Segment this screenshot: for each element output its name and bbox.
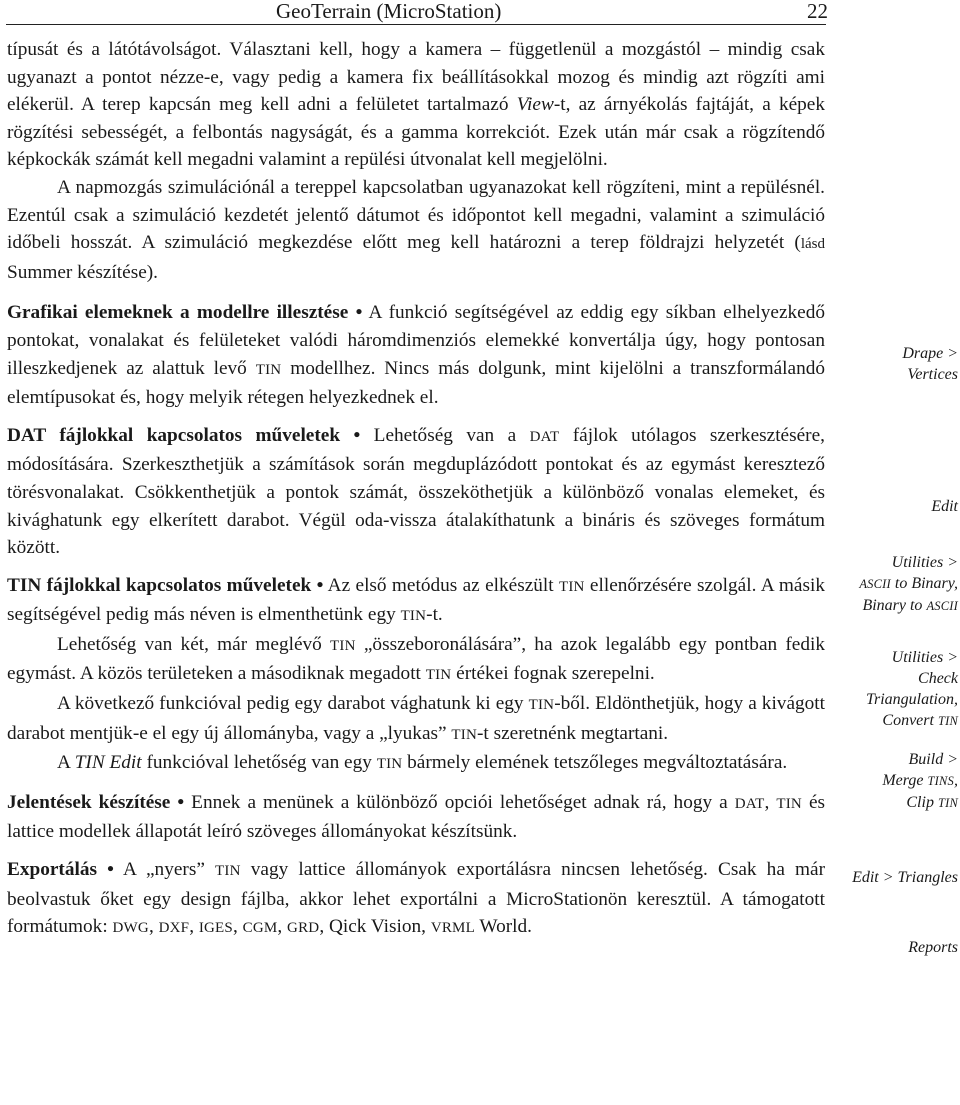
main-text [7, 36, 825, 943]
section-tin: TIN fájlokkal kapcsolatos műveletek • Az első metódus az elkészült TIN ellenőrzésére szolgál. A másik segítségével pedig más néven is elmenthetünk egy TIN-t. [7, 574, 825, 626]
lasd-term: lásd [800, 236, 825, 253]
bullet: • [353, 424, 361, 446]
sidenote-build-merge: Build > Merge TINS, Clip TIN [882, 751, 958, 811]
section-dat: DAT fájlokkal kapcsolatos műveletek • Lehetőség van a DAT fájlok utólagos szerkesztésére, módosítására. Szerkeszthetjük a számítások során megduplázódott pontokat és az egymást keresztező törésvonalakat. Csökkenthetjük a pontok számát, összeköthetjük a különböző vonalas elemeket, és kivághatunk egy elkerített darabot. Végül oda-vissza átalakíthatunk a bináris és szöveges formátum között. [7, 424, 825, 559]
sidenote-edit: Edit [931, 498, 958, 515]
bullet: • [355, 302, 363, 324]
tin-edit-term: TIN Edit [74, 752, 142, 774]
tin-paragraph-4: A TIN Edit funkcióval lehetőség van egy TIN bármely elemének tetszőleges megváltoztatására. [57, 752, 788, 774]
intro-paragraph-1: típusát és a látótávolságot. Választani kell, hogy a kamera – függetlenül a mozgástól – mindig csak ugyanazt a pontot nézze-e, vagy pedig a kamera fix beállításokkal mozog és mindig azt rögzíti ami elékerül. A terep kapcsán meg kell adni a felületet tartalmazó View-t, az árnyékolás fajtáját, a képek rögzítési sebességét, a felbontás nagyságát, és a gamma korrekciót. Ezek után már csak a rögzítendő képkockák számát kell megadni valamint a repülési útvonalat kell megjelölni. [7, 39, 825, 171]
sidenote-reports: Reports [908, 939, 958, 956]
sidenote-drape: Drape > Vertices [902, 345, 958, 383]
page-header [6, 0, 826, 25]
section-grafikai: Grafikai elemeknek a modellre illesztése • A funkció segítségével az eddig egy síkban elhelyezkedő pontokat, vonalakat és felületeket valódi háromdimenziós elemekké konvertálja úgy, hogy pontosan illeszkedjenek az alattuk levő TIN modellhez. Nincs más dolgunk, mint kijelölni a transzformálandó elemtípusokat és, hogy melyik rétegen helyezkednek el. [7, 302, 826, 409]
section-exportalas: Exportálás • A „nyers” TIN vagy lattice állományok exportálásra nincsen lehetőség. Csak ha már beolvastuk őket egy design fájlba, akkor lehet exportálni a MicroStationön keresztül. A támogatott formátumok: DWG, DXF, IGES, CGM, GRD, Qick Vision, VRML World. [7, 859, 826, 938]
intro-paragraph-2: A napmozgás szimulációnál a tereppel kapcsolatban ugyanazokat kell rögzíteni, mint a repülésnél. Ezentúl csak a szimuláció kezdetét jelentő dátumot és időpontot kell megadni, valamint a szimuláció időbeli hosszát. A szimuláció megkezdése előtt meg kell határozni a terep földrajzi helyzetét (lásd Summer készítése). [7, 176, 825, 283]
section-heading: DAT fájlokkal kapcsolatos műveletek [7, 424, 341, 446]
sidenote-edit-triangles: Edit > Triangles [852, 869, 958, 886]
header-title: GeoTerrain (MicroStation) [276, 0, 502, 23]
bullet: • [177, 791, 185, 813]
view-term: View [516, 94, 554, 116]
sidenote-check-triangulation: Utilities > Check Triangulation, Convert TIN [865, 649, 958, 729]
section-heading: Grafikai elemeknek a modellre illesztése [7, 302, 349, 324]
section-jelentesek: Jelentések készítése • Ennek a menünek a különböző opciói lehetőséget adnak rá, hogy a DAT, TIN és lattice modellek állapotát leíró szöveges állományokat készítsünk. [7, 791, 826, 843]
bullet: • [107, 859, 114, 881]
section-heading: Jelentések készítése [7, 791, 171, 813]
section-heading: Exportálás [7, 859, 97, 881]
section-heading: TIN fájlokkal kapcsolatos műveletek [7, 574, 312, 596]
sidenote-utilities-binary: Utilities > ASCII to Binary, Binary to ASCII [859, 554, 958, 614]
tin-paragraph-2: Lehetőség van két, már meglévő TIN „összeboronálására”, ha azok legalább egy pontban fedik egymást. A közös területeken a másodiknak megadott TIN értékei fognak szerepelni. [7, 633, 825, 685]
tin-paragraph-3: A következő funkcióval pedig egy darabot vághatunk ki egy TIN-ből. Eldönthetjük, hogy a kivágott darabot mentjük-e el egy új állományba, vagy a „lyukas” TIN-t szeretnénk megtartani. [7, 693, 826, 744]
bullet: • [316, 574, 324, 596]
page-number: 22 [807, 0, 828, 23]
